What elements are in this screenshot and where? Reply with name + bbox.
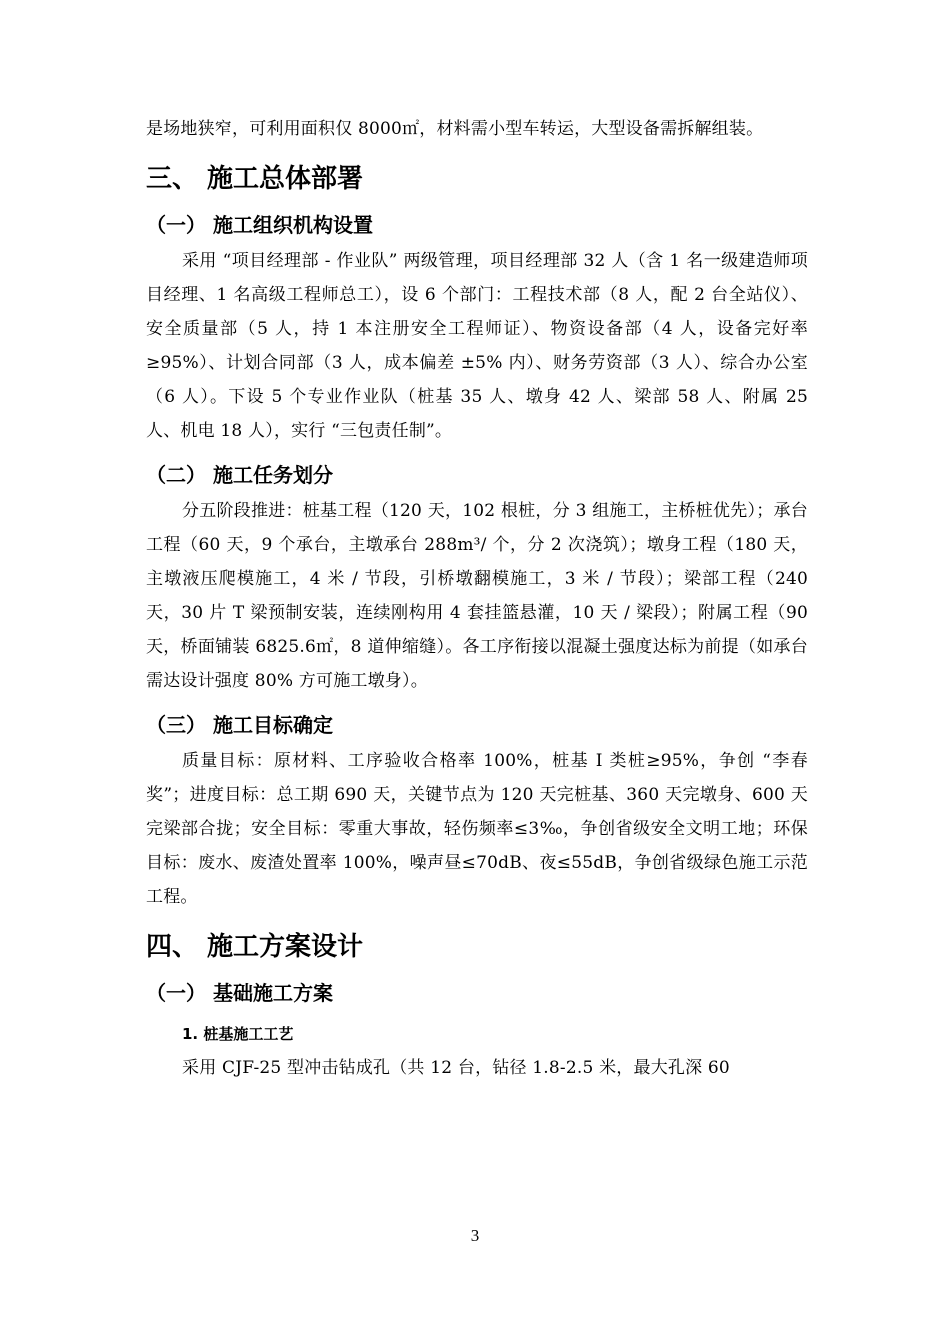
page-number: 3 xyxy=(470,1226,480,1245)
paragraph-organization: 采用 “项目经理部 - 作业队” 两级管理，项目经理部 32 人（含 1 名一级建造师项目经理、1 名高级工程师总工），设 6 个部门：工程技术部（8 人，配 2 台全站仪）、安全质量部（5 人，持 1 本注册安全工程师证）、物资设备部（4 人，设备完好率≥95%）、计划合同部（3 人，成本偏差 ±5% 内）、财务劳资部（3 人）、综合办公室（6 人）。下设 5 个专业作业队（桩基 35 人、墩身 42 人、梁部 58 人、附属 25 人、机电 18 人），实行 “三包责任制”。 xyxy=(146,251,808,441)
item-heading-pile-process: 1. 桩基施工工艺 xyxy=(182,1025,294,1043)
subsection-heading-organization: （一） 施工组织机构设置 xyxy=(146,213,373,237)
subsection-heading-goals: （三） 施工目标确定 xyxy=(146,713,333,737)
section-heading-3: 三、 施工总体部署 xyxy=(146,164,364,194)
intro-paragraph: 是场地狭窄，可利用面积仅 8000㎡，材料需小型车转运，大型设备需拆解组装。 xyxy=(146,119,764,139)
subsection-heading-task-division: （二） 施工任务划分 xyxy=(146,463,333,487)
paragraph-goals: 质量目标：原材料、工序验收合格率 100%，桩基 I 类桩≥95%，争创 “李春奖”；进度目标：总工期 690 天，关键节点为 120 天完桩基、360 天完墩身、600 天完梁部合拢；安全目标：零重大事故，轻伤频率≤3‰，争创省级安全文明工地；环保目标：废水、废渣处置率 100%，噪声昼≤70dB、夜≤55dB，争创省级绿色施工示范工程。 xyxy=(146,751,808,907)
subsection-heading-foundation: （一） 基础施工方案 xyxy=(146,981,333,1005)
page-content xyxy=(146,112,808,1085)
paragraph-pile-process: 采用 CJF-25 型冲击钻成孔（共 12 台，钻径 1.8-2.5 米，最大孔深 60 xyxy=(182,1058,730,1078)
section-heading-4: 四、 施工方案设计 xyxy=(146,932,364,962)
paragraph-task-division: 分五阶段推进：桩基工程（120 天，102 根桩，分 3 组施工，主桥桩优先）；承台工程（60 天，9 个承台，主墩承台 288m³/ 个，分 2 次浇筑）；墩身工程（180 天，主墩液压爬模施工，4 米 / 节段，引桥墩翻模施工，3 米 / 节段）；梁部工程（240 天，30 片 T 梁预制安装，连续刚构用 4 套挂篮悬灌，10 天 / 梁段）；附属工程（90 天，桥面铺装 6825.6㎡，8 道伸缩缝）。各工序衔接以混凝土强度达标为前提（如承台需达设计强度 80% 方可施工墩身）。 xyxy=(146,501,808,691)
